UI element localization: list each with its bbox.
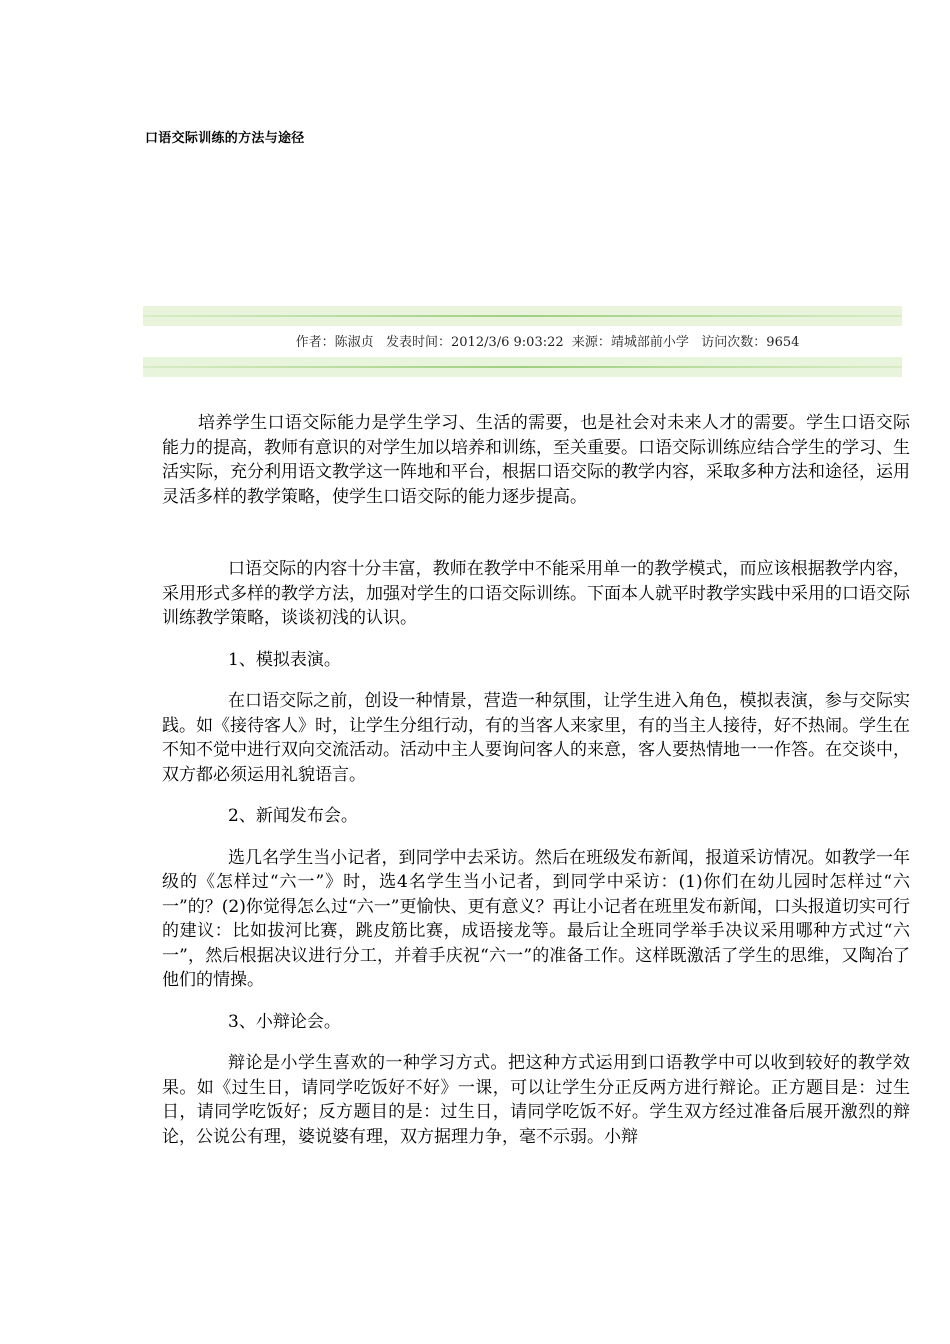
section-heading-2: 2、新闻发布会。 — [228, 806, 358, 826]
paragraph-section-2: 选几名学生当小记者，到同学中去采访。然后在班级发布新闻，报道采访情况。如教学一年级的《怎样过“六一”》时，选4名学生当小记者，到同学中采访：(1)你们在幼儿园时怎样过“六一”的？(2)你觉得怎么过“六一”更愉快、更有意义？再让小记者在班里发布新闻，口头报道切实可行的建议：比如拔河比赛，跳皮筋比赛，成语接龙等。最后让全班同学举手决议采用哪种方式过“六一”，然后根据决议进行分工，并着手庆祝“六一”的准备工作。这样既激活了学生的思维，又陶冶了他们的情操。 — [162, 847, 910, 990]
article-body — [162, 411, 910, 1149]
paragraph-section-1: 在口语交际之前，创设一种情景，营造一种氛围，让学生进入角色，模拟表演，参与交际实践。如《接待客人》时，让学生分组行动，有的当客人来家里，有的当主人接待，好不热闹。学生在不知不觉中进行双向交流活动。活动中主人要询问客人的来意，客人要热情地一一作答。在交谈中，双方都必须运用礼貌语言。 — [162, 691, 910, 785]
paragraph-overview: 口语交际的内容十分丰富，教师在教学中不能采用单一的教学模式，而应该根据教学内容，采用形式多样的教学方法，加强对学生的口语交际训练。下面本人就平时教学实践中采用的口语交际训练教学策略，谈谈初浅的认识。 — [162, 559, 910, 628]
paragraph-intro: 培养学生口语交际能力是学生学习、生活的需要，也是社会对未来人才的需要。学生口语交际能力的提高，教师有意识的对学生加以培养和训练，至关重要。口语交际训练应结合学生的学习、生活实际，充分利用语文教学这一阵地和平台，根据口语交际的教学内容，采取多种方法和途径，运用灵活多样的教学策略，使学生口语交际的能力逐步提高。 — [162, 413, 910, 507]
header-divider-bottom — [143, 357, 902, 377]
paragraph-section-3: 辩论是小学生喜欢的一种学习方式。把这种方式运用到口语教学中可以收到较好的教学效果。如《过生日，请同学吃饭好不好》一课，可以让学生分正反两方进行辩论。正方题目是：过生日，请同学吃饭好；反方题目的是：过生日，请同学吃饭不好。学生双方经过准备后展开激烈的辩论，公说公有理，婆说婆有理，双方据理力争，毫不示弱。小辩 — [162, 1053, 910, 1147]
article-title: 口语交际训练的方法与途径 — [145, 131, 305, 146]
section-heading-1: 1、模拟表演。 — [228, 649, 341, 670]
section-heading-3: 3、小辩论会。 — [228, 1011, 341, 1032]
article-meta: 作者：陈淑贞 发表时间：2012/3/6 9:03:22 来源：靖城部前小学 访问次数：9654 — [295, 335, 800, 350]
header-divider-top — [143, 306, 902, 326]
